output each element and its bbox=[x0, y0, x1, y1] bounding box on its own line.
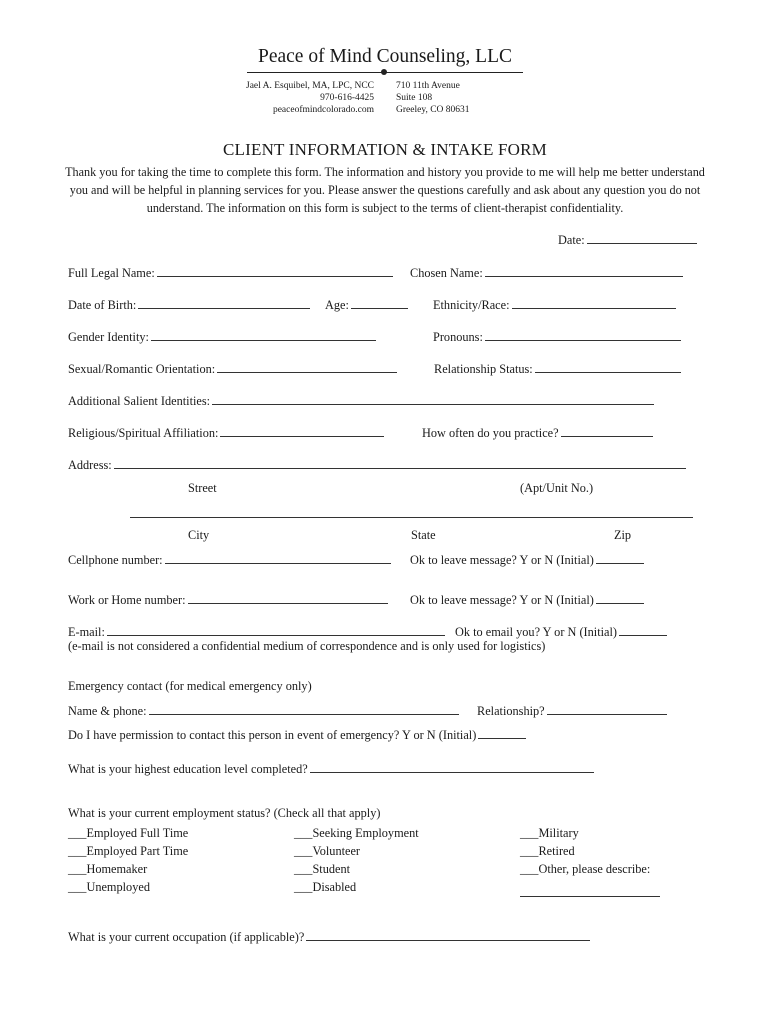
option-retired[interactable]: ___Retired bbox=[520, 844, 575, 858]
cell-message-label: Ok to leave message? bbox=[410, 553, 517, 567]
occupation-label: What is your current occupation (if applicable)? bbox=[68, 930, 305, 944]
form-title bbox=[0, 140, 770, 160]
ok-email-label: Ok to email you? bbox=[455, 625, 541, 639]
email-note: (e-mail is not considered a confidential medium of correspondence and is only used for logistics) bbox=[68, 639, 546, 653]
pronouns-blank[interactable] bbox=[485, 329, 681, 341]
address-label: Address: bbox=[68, 458, 112, 472]
education-label: What is your highest education level completed? bbox=[68, 762, 308, 776]
cell-message-yn: Y or N bbox=[519, 553, 554, 567]
dob-field[interactable] bbox=[68, 297, 310, 313]
work-message-initial: (Initial) bbox=[556, 593, 594, 607]
relationship-status-field[interactable] bbox=[434, 361, 681, 377]
option-employed-full-time[interactable]: ___Employed Full Time bbox=[68, 826, 189, 840]
intro-paragraph: Thank you for taking the time to complete this form. The information and history you provide to me will help me better understand you and will be helpful in planning services for you. Please answer the questions carefully and ask about any question you do not understand. The information on this form is subject to the terms of client-therapist confidentiality. bbox=[65, 165, 705, 215]
permission-initial: (Initial) bbox=[438, 728, 477, 742]
option-seeking-employment[interactable]: ___Seeking Employment bbox=[294, 826, 419, 840]
work-phone-field[interactable] bbox=[68, 592, 388, 608]
dob-label: Date of Birth: bbox=[68, 298, 137, 312]
pronouns-field[interactable] bbox=[433, 329, 681, 345]
header-contact-left bbox=[246, 80, 374, 116]
option-volunteer[interactable]: ___Volunteer bbox=[294, 844, 361, 858]
header-contact-right bbox=[396, 80, 470, 116]
gender-label: Gender Identity: bbox=[68, 330, 149, 344]
ethnicity-field[interactable] bbox=[433, 297, 676, 313]
practice-field[interactable] bbox=[422, 425, 653, 441]
chosen-name-field[interactable] bbox=[410, 265, 683, 281]
option-disabled[interactable]: ___Disabled bbox=[294, 880, 357, 894]
relationship-field[interactable] bbox=[477, 703, 667, 719]
address-blank[interactable] bbox=[114, 457, 686, 469]
ethnicity-blank[interactable] bbox=[512, 297, 676, 309]
option-other[interactable]: ___Other, please describe: bbox=[520, 862, 651, 876]
emergency-heading: Emergency contact (for medical emergency only) bbox=[68, 679, 312, 693]
relationship-label: Relationship? bbox=[477, 704, 545, 718]
cellphone-blank[interactable] bbox=[165, 552, 391, 564]
chosen-name-blank[interactable] bbox=[485, 265, 683, 277]
therapist-name: Jael A. Esquibel, MA, LPC, NCC bbox=[246, 81, 374, 91]
gender-field[interactable] bbox=[68, 329, 376, 345]
state-caption: State bbox=[411, 528, 436, 542]
email-field[interactable] bbox=[68, 624, 445, 640]
employment-col-3 bbox=[520, 824, 650, 878]
ok-email-yn: Y or N bbox=[542, 625, 577, 639]
relationship-status-blank[interactable] bbox=[535, 361, 681, 373]
practice-blank[interactable] bbox=[561, 425, 653, 437]
apt-caption: (Apt/Unit No.) bbox=[520, 481, 594, 495]
age-field[interactable] bbox=[325, 297, 408, 313]
education-blank[interactable] bbox=[310, 761, 594, 773]
address-line-2: Suite 108 bbox=[396, 93, 433, 103]
orientation-blank[interactable] bbox=[217, 361, 397, 373]
chosen-name-label: Chosen Name: bbox=[410, 266, 483, 280]
work-message-label: Ok to leave message? bbox=[410, 593, 517, 607]
organization-name: Peace of Mind Counseling, LLC bbox=[257, 46, 512, 67]
full-legal-name-blank[interactable] bbox=[157, 265, 393, 277]
option-student[interactable]: ___Student bbox=[294, 862, 351, 876]
cellphone-label: Cellphone number: bbox=[68, 553, 163, 567]
address-line-2-blank[interactable] bbox=[130, 517, 693, 518]
ok-email-initial: (Initial) bbox=[579, 625, 618, 639]
email-label: E-mail: bbox=[68, 625, 105, 639]
permission-field[interactable] bbox=[68, 727, 526, 743]
zip-caption: Zip bbox=[614, 528, 632, 542]
option-homemaker[interactable]: ___Homemaker bbox=[68, 862, 148, 876]
date-blank[interactable] bbox=[587, 232, 697, 244]
full-legal-name-label: Full Legal Name: bbox=[68, 266, 155, 280]
option-unemployed[interactable]: ___Unemployed bbox=[68, 880, 150, 894]
date-field[interactable] bbox=[558, 232, 697, 248]
employment-heading: What is your current employment status? (Check all that apply) bbox=[68, 806, 381, 820]
email-blank[interactable] bbox=[107, 624, 445, 636]
street-caption: Street bbox=[188, 481, 217, 495]
therapist-website: peaceofmindcolorado.com bbox=[272, 105, 374, 115]
pronouns-label: Pronouns: bbox=[433, 330, 483, 344]
employment-col-2 bbox=[294, 824, 419, 896]
permission-label: Do I have permission to contact this person in event of emergency? bbox=[68, 728, 400, 742]
salient-identities-field[interactable] bbox=[68, 393, 654, 409]
full-legal-name-field[interactable] bbox=[68, 265, 393, 281]
work-phone-blank[interactable] bbox=[188, 592, 388, 604]
work-phone-label: Work or Home number: bbox=[68, 593, 186, 607]
cellphone-field[interactable] bbox=[68, 552, 391, 568]
option-military[interactable]: ___Military bbox=[520, 826, 579, 840]
relationship-blank[interactable] bbox=[547, 703, 667, 715]
orientation-label: Sexual/Romantic Orientation: bbox=[68, 362, 216, 376]
age-blank[interactable] bbox=[351, 297, 408, 309]
name-phone-blank[interactable] bbox=[149, 703, 459, 715]
ok-email-field[interactable] bbox=[455, 624, 667, 640]
religious-label: Religious/Spiritual Affiliation: bbox=[68, 426, 219, 440]
work-message-yn: Y or N bbox=[519, 593, 554, 607]
address-line-1: 710 11th Avenue bbox=[396, 81, 460, 91]
religious-field[interactable] bbox=[68, 425, 384, 441]
cell-message-initial: (Initial) bbox=[556, 553, 594, 567]
age-label: Age: bbox=[325, 298, 349, 312]
occupation-blank[interactable] bbox=[306, 929, 590, 941]
salient-identities-label: Additional Salient Identities: bbox=[68, 394, 211, 408]
gender-blank[interactable] bbox=[151, 329, 376, 341]
cell-message-field[interactable] bbox=[410, 552, 644, 568]
option-employed-part-time[interactable]: ___Employed Part Time bbox=[68, 844, 189, 858]
name-phone-label: Name & phone: bbox=[68, 704, 147, 718]
dob-blank[interactable] bbox=[138, 297, 310, 309]
education-field[interactable] bbox=[68, 761, 594, 777]
ethnicity-label: Ethnicity/Race: bbox=[433, 298, 510, 312]
occupation-field[interactable] bbox=[68, 929, 590, 945]
city-caption: City bbox=[188, 528, 210, 542]
permission-blank[interactable] bbox=[478, 727, 526, 739]
date-label: Date: bbox=[558, 233, 585, 247]
ok-email-blank[interactable] bbox=[619, 624, 667, 636]
salient-identities-blank[interactable] bbox=[212, 393, 654, 405]
address-line-3: Greeley, CO 80631 bbox=[396, 105, 470, 115]
work-message-field[interactable] bbox=[410, 592, 644, 608]
cell-message-blank[interactable] bbox=[596, 552, 644, 564]
therapist-phone: 970-616-4425 bbox=[320, 93, 374, 103]
name-phone-field[interactable] bbox=[68, 703, 459, 719]
employment-col-1 bbox=[68, 824, 188, 896]
relationship-status-label: Relationship Status: bbox=[434, 362, 533, 376]
practice-label: How often do you practice? bbox=[422, 426, 559, 440]
address-field[interactable] bbox=[68, 457, 686, 473]
work-message-blank[interactable] bbox=[596, 592, 644, 604]
permission-yn: Y or N bbox=[401, 728, 436, 742]
other-describe-blank[interactable] bbox=[520, 896, 660, 897]
form-title-text: CLIENT INFORMATION & INTAKE FORM bbox=[223, 140, 547, 159]
header-divider-dot bbox=[381, 69, 387, 75]
religious-blank[interactable] bbox=[220, 425, 384, 437]
orientation-field[interactable] bbox=[68, 361, 397, 377]
